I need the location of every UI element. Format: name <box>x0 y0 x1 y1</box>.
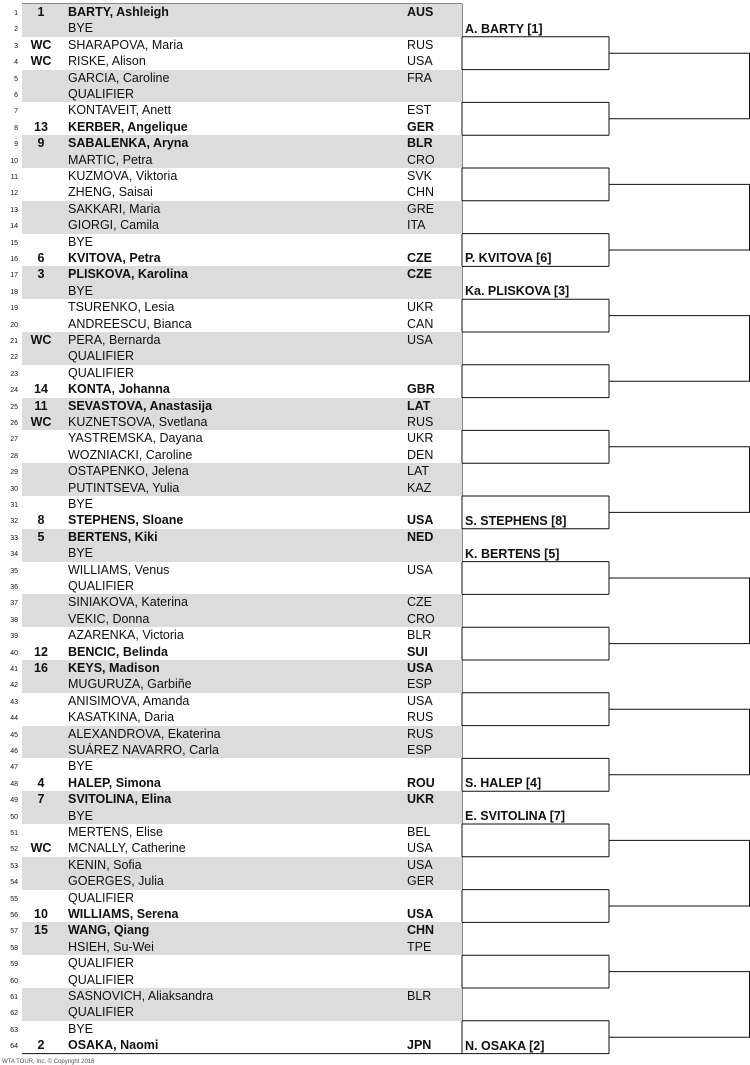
row-number: 42 <box>10 682 18 690</box>
player-name: KENIN, Sofia <box>68 857 142 872</box>
draw-row <box>0 480 462 496</box>
seed-label: WC <box>30 415 52 429</box>
country-code: JPN <box>407 1038 432 1053</box>
player-name: QUALIFIER <box>68 956 134 971</box>
draw-row <box>0 1037 462 1053</box>
country-code: NED <box>407 529 434 544</box>
row-number: 20 <box>10 321 18 329</box>
row-number: 11 <box>10 174 18 181</box>
country-code: ESP <box>407 743 433 757</box>
player-name: MCNALLY, Catherine <box>68 841 186 856</box>
country-code: CZE <box>407 595 432 610</box>
player-name: SINIAKOVA, Katerina <box>68 595 188 610</box>
country-code: BLR <box>407 989 432 1003</box>
draw-row <box>0 201 462 217</box>
country-code: GRE <box>407 201 435 216</box>
draw-row <box>0 562 462 578</box>
row-number: 62 <box>10 1010 18 1018</box>
draw-row <box>0 742 462 758</box>
country-code: ROU <box>407 775 435 790</box>
country-code: USA <box>407 54 433 69</box>
row-number: 2 <box>14 26 18 34</box>
player-name: BYE <box>68 546 94 561</box>
draw-row <box>0 332 462 348</box>
seed-label: 11 <box>34 398 48 413</box>
second-round-entry: K. BERTENS [5] <box>465 546 560 561</box>
draw-row <box>0 398 462 414</box>
draw-row <box>0 217 462 233</box>
player-name: KEYS, Madison <box>68 661 160 675</box>
draw-row <box>0 348 462 364</box>
player-name: KASATKINA, Daria <box>68 710 175 725</box>
row-number: 39 <box>10 633 18 641</box>
row-number: 51 <box>10 830 18 837</box>
row-number: 6 <box>14 92 18 99</box>
player-name: TSURENKO, Lesia <box>68 300 175 315</box>
row-number: 60 <box>10 977 18 985</box>
row-number: 23 <box>10 370 18 378</box>
row-number: 63 <box>10 1026 18 1034</box>
row-number: 12 <box>10 190 18 198</box>
player-name: ANISIMOVA, Amanda <box>68 693 190 708</box>
player-name: STEPHENS, Sloane <box>68 513 184 528</box>
row-number: 53 <box>10 862 18 870</box>
player-name: KONTAVEIT, Anett <box>68 103 172 118</box>
country-code: CHN <box>407 185 435 200</box>
player-name: BYE <box>68 21 94 36</box>
player-name: ALEXANDROVA, Ekaterina <box>68 726 221 741</box>
player-name: WANG, Qiang <box>68 923 150 938</box>
country-code: TPE <box>407 939 432 954</box>
draw-row <box>0 545 462 561</box>
draw-row <box>0 20 462 36</box>
player-name: KUZNETSOVA, Svetlana <box>68 415 208 429</box>
row-number: 59 <box>10 961 18 969</box>
seed-label: 7 <box>37 792 45 807</box>
country-code: USA <box>407 907 434 921</box>
player-name: BYE <box>68 759 94 774</box>
player-name: GOERGES, Julia <box>68 874 164 889</box>
row-number: 54 <box>10 879 18 887</box>
draw-row <box>0 119 462 135</box>
player-name: ZHENG, Saisai <box>68 185 153 200</box>
country-code: UKR <box>407 300 434 315</box>
player-name: OSAKA, Naomi <box>68 1038 159 1053</box>
draw-row <box>0 627 462 643</box>
draw-row <box>0 857 462 873</box>
draw-row <box>0 873 462 889</box>
country-code: GBR <box>407 382 435 397</box>
player-name: MUGURUZA, Garbiñe <box>68 677 192 692</box>
country-code: GER <box>407 119 435 134</box>
draw-row <box>0 266 462 282</box>
row-number: 52 <box>10 846 18 854</box>
seed-label: 10 <box>34 907 48 921</box>
row-number: 29 <box>10 469 18 477</box>
country-code: USA <box>407 693 433 708</box>
player-name: BYE <box>68 234 94 249</box>
row-number: 40 <box>10 649 18 657</box>
country-code: FRA <box>407 70 432 85</box>
draw-row <box>0 824 462 840</box>
draw-row <box>0 939 462 955</box>
player-name: BYE <box>68 283 94 298</box>
country-code: KAZ <box>407 480 432 495</box>
country-code: BLR <box>407 136 433 151</box>
player-name: QUALIFIER <box>68 579 134 593</box>
seed-label: 3 <box>37 267 45 282</box>
country-code: CAN <box>407 316 434 331</box>
draw-row <box>0 152 462 168</box>
seed-label: 9 <box>37 136 45 151</box>
country-code: USA <box>407 841 433 856</box>
country-code: DEN <box>407 447 434 462</box>
player-name: BERTENS, Kiki <box>68 529 158 544</box>
draw-row <box>0 1004 462 1020</box>
player-name: BYE <box>68 1021 94 1036</box>
row-number: 17 <box>10 272 18 280</box>
second-round-entry: S. HALEP [4] <box>465 776 542 791</box>
second-round-entry: P. KVITOVA [6] <box>465 251 552 266</box>
draw-row <box>0 529 462 545</box>
draw-row <box>0 299 462 315</box>
player-name: KVITOVA, Petra <box>68 251 161 265</box>
second-round-entry: S. STEPHENS [8] <box>465 513 567 528</box>
draw-row <box>0 726 462 742</box>
row-number: 61 <box>10 994 18 1001</box>
player-name: SASNOVICH, Aliaksandra <box>68 989 214 1003</box>
player-name: MERTENS, Elise <box>68 825 163 839</box>
player-name: AZARENKA, Victoria <box>68 628 184 643</box>
player-name: QUALIFIER <box>68 365 134 380</box>
player-name: ANDREESCU, Bianca <box>68 316 192 331</box>
row-number: 31 <box>10 502 18 509</box>
draw-row <box>0 430 462 446</box>
player-name: QUALIFIER <box>68 972 134 987</box>
player-name: WILLIAMS, Serena <box>68 907 179 921</box>
draw-row <box>0 414 462 430</box>
row-number: 7 <box>14 108 18 116</box>
country-code: RUS <box>407 415 434 429</box>
draw-row <box>0 791 462 807</box>
row-number: 3 <box>14 42 18 50</box>
player-name: BYE <box>68 808 94 823</box>
country-code: CHN <box>407 923 435 938</box>
row-number: 58 <box>10 944 18 952</box>
draw-row <box>0 365 462 381</box>
country-code: RUS <box>407 710 434 725</box>
draw-row <box>0 37 462 53</box>
country-code: CRO <box>407 152 435 167</box>
row-number: 50 <box>10 813 18 821</box>
player-name: KERBER, Angelique <box>68 119 188 134</box>
seed-label: 2 <box>37 1038 45 1053</box>
player-name: PERA, Bernarda <box>68 333 161 347</box>
country-code: USA <box>407 857 433 872</box>
draw-row <box>0 922 462 938</box>
player-name: GARCIA, Caroline <box>68 70 170 85</box>
player-name: WILLIAMS, Venus <box>68 562 170 577</box>
country-code: BEL <box>407 825 431 839</box>
row-number: 9 <box>14 141 18 149</box>
country-code: RUS <box>407 37 434 52</box>
country-code: ESP <box>407 677 433 692</box>
row-number: 14 <box>10 223 18 231</box>
player-name: BYE <box>68 497 94 511</box>
row-number: 48 <box>10 780 18 788</box>
second-round-entry: N. OSAKA [2] <box>465 1038 545 1053</box>
player-name: PUTINTSEVA, Yulia <box>68 480 180 495</box>
country-code: LAT <box>407 464 429 479</box>
draw-row <box>0 447 462 463</box>
row-number: 56 <box>10 912 18 919</box>
draw-row <box>0 594 462 610</box>
row-number: 32 <box>10 518 18 526</box>
player-name: SABALENKA, Aryna <box>68 136 189 151</box>
draw-row <box>0 644 462 660</box>
player-name: VEKIC, Donna <box>68 611 150 626</box>
draw-row <box>0 135 462 151</box>
seed-label: WC <box>30 841 52 856</box>
draw-row <box>0 906 462 922</box>
row-number: 55 <box>10 895 18 903</box>
draw-row <box>0 53 462 69</box>
row-number: 19 <box>10 305 18 313</box>
draw-row <box>0 283 462 299</box>
draw-row <box>0 4 462 20</box>
seed-label: 13 <box>34 119 48 134</box>
player-name: QUALIFIER <box>68 349 134 364</box>
country-code: SVK <box>407 169 433 183</box>
draw-row <box>0 660 462 676</box>
seed-label: 8 <box>37 513 45 528</box>
country-code: USA <box>407 333 433 347</box>
country-code: UKR <box>407 431 434 446</box>
player-name: SEVASTOVA, Anastasija <box>68 398 213 413</box>
country-code: USA <box>407 661 434 675</box>
row-number: 37 <box>10 600 18 608</box>
seed-label: WC <box>30 333 52 347</box>
draw-row <box>0 316 462 332</box>
row-number: 4 <box>14 59 18 67</box>
country-code: EST <box>407 103 432 118</box>
row-number: 64 <box>10 1043 18 1051</box>
player-name: KONTA, Johanna <box>68 382 170 397</box>
seed-label: 15 <box>34 923 48 938</box>
row-number: 5 <box>14 75 18 83</box>
player-name: GIORGI, Camila <box>68 218 159 233</box>
player-name: QUALIFIER <box>68 87 134 101</box>
draw-row <box>0 676 462 692</box>
row-number: 47 <box>10 764 18 772</box>
country-code: USA <box>407 562 433 577</box>
country-code: RUS <box>407 726 434 741</box>
draw-row <box>0 693 462 709</box>
draw-row <box>0 496 462 512</box>
player-name: SHARAPOVA, Maria <box>68 37 184 52</box>
row-number: 24 <box>10 387 18 395</box>
player-name: SUÁREZ NAVARRO, Carla <box>68 743 219 757</box>
draw-row <box>0 184 462 200</box>
row-number: 44 <box>10 715 18 723</box>
draw-row <box>0 758 462 774</box>
row-number: 49 <box>10 797 18 805</box>
row-number: 15 <box>10 239 18 247</box>
draw-row <box>0 611 462 627</box>
draw-row <box>0 70 462 86</box>
draw-row <box>0 168 462 184</box>
second-round-entry: A. BARTY [1] <box>465 21 543 36</box>
row-number: 57 <box>10 928 18 936</box>
country-code: LAT <box>407 398 431 413</box>
draw-row <box>0 955 462 971</box>
draw-row <box>0 709 462 725</box>
draw-row <box>0 512 462 528</box>
seed-label: 12 <box>34 644 48 659</box>
country-code: USA <box>407 513 434 528</box>
row-number: 8 <box>14 124 18 132</box>
player-name: YASTREMSKA, Dayana <box>68 431 203 446</box>
row-number: 30 <box>10 485 18 493</box>
draw-row <box>0 840 462 856</box>
row-number: 21 <box>10 338 18 345</box>
row-number: 27 <box>10 436 18 444</box>
second-round-entry: Ka. PLISKOVA [3] <box>465 284 570 299</box>
country-code: BLR <box>407 628 432 643</box>
seed-label: 16 <box>34 661 48 675</box>
seed-label: 5 <box>37 529 45 544</box>
player-name: PLISKOVA, Karolina <box>68 267 188 282</box>
row-number: 1 <box>14 10 18 17</box>
row-number: 38 <box>10 616 18 624</box>
row-number: 22 <box>10 354 18 362</box>
country-code: SUI <box>407 644 428 659</box>
seed-label: 14 <box>34 382 48 397</box>
seed-label: WC <box>30 37 52 52</box>
country-code: CRO <box>407 611 435 626</box>
player-name: QUALIFIER <box>68 1005 134 1020</box>
player-name: QUALIFIER <box>68 890 134 905</box>
row-number: 28 <box>10 452 18 460</box>
player-name: OSTAPENKO, Jelena <box>68 464 189 479</box>
row-number: 34 <box>10 551 18 559</box>
row-number: 41 <box>10 666 18 673</box>
row-number: 18 <box>10 288 18 296</box>
row-number: 25 <box>10 403 18 411</box>
draw-row <box>0 250 462 266</box>
draw-row <box>0 972 462 988</box>
country-code: UKR <box>407 792 435 807</box>
row-number: 33 <box>10 534 18 542</box>
copyright-footer: WTA TOUR, Inc. © Copyright 2016 <box>2 1059 95 1065</box>
player-name: BARTY, Ashleigh <box>68 5 169 19</box>
draw-row <box>0 890 462 906</box>
player-name: MARTIC, Petra <box>68 152 153 167</box>
seed-label: 4 <box>37 775 45 790</box>
second-round-entry: E. SVITOLINA [7] <box>465 809 566 823</box>
row-number: 43 <box>10 698 18 706</box>
player-name: HSIEH, Su-Wei <box>68 939 154 954</box>
draw-row <box>0 578 462 594</box>
player-name: HALEP, Simona <box>68 775 161 790</box>
draw-row <box>0 86 462 102</box>
player-name: KUZMOVA, Viktoria <box>68 169 178 183</box>
draw-row <box>0 234 462 250</box>
country-code: CZE <box>407 251 432 265</box>
row-number: 26 <box>10 420 18 427</box>
draw-row <box>0 808 462 824</box>
row-number: 45 <box>10 731 18 739</box>
row-number: 10 <box>10 157 18 165</box>
player-name: WOZNIACKI, Caroline <box>68 447 193 462</box>
row-number: 36 <box>10 584 18 591</box>
row-number: 16 <box>10 256 18 263</box>
draw-row <box>0 1021 462 1037</box>
player-name: BENCIC, Belinda <box>68 644 169 659</box>
draw-row <box>0 463 462 479</box>
row-number: 13 <box>10 206 18 214</box>
country-code: GER <box>407 874 435 889</box>
draw-row <box>0 988 462 1004</box>
row-number: 46 <box>10 748 18 755</box>
seed-label: WC <box>30 54 52 69</box>
player-name: SAKKARI, Maria <box>68 201 161 216</box>
seed-label: 1 <box>37 5 45 19</box>
draw-row <box>0 775 462 791</box>
player-name: SVITOLINA, Elina <box>68 792 172 807</box>
country-code: ITA <box>407 218 426 233</box>
country-code: AUS <box>407 5 434 19</box>
row-number: 35 <box>10 567 18 575</box>
country-code: CZE <box>407 267 432 282</box>
draw-row <box>0 102 462 118</box>
player-name: RISKE, Alison <box>68 54 146 69</box>
seed-label: 6 <box>37 251 45 265</box>
draw-row <box>0 381 462 397</box>
